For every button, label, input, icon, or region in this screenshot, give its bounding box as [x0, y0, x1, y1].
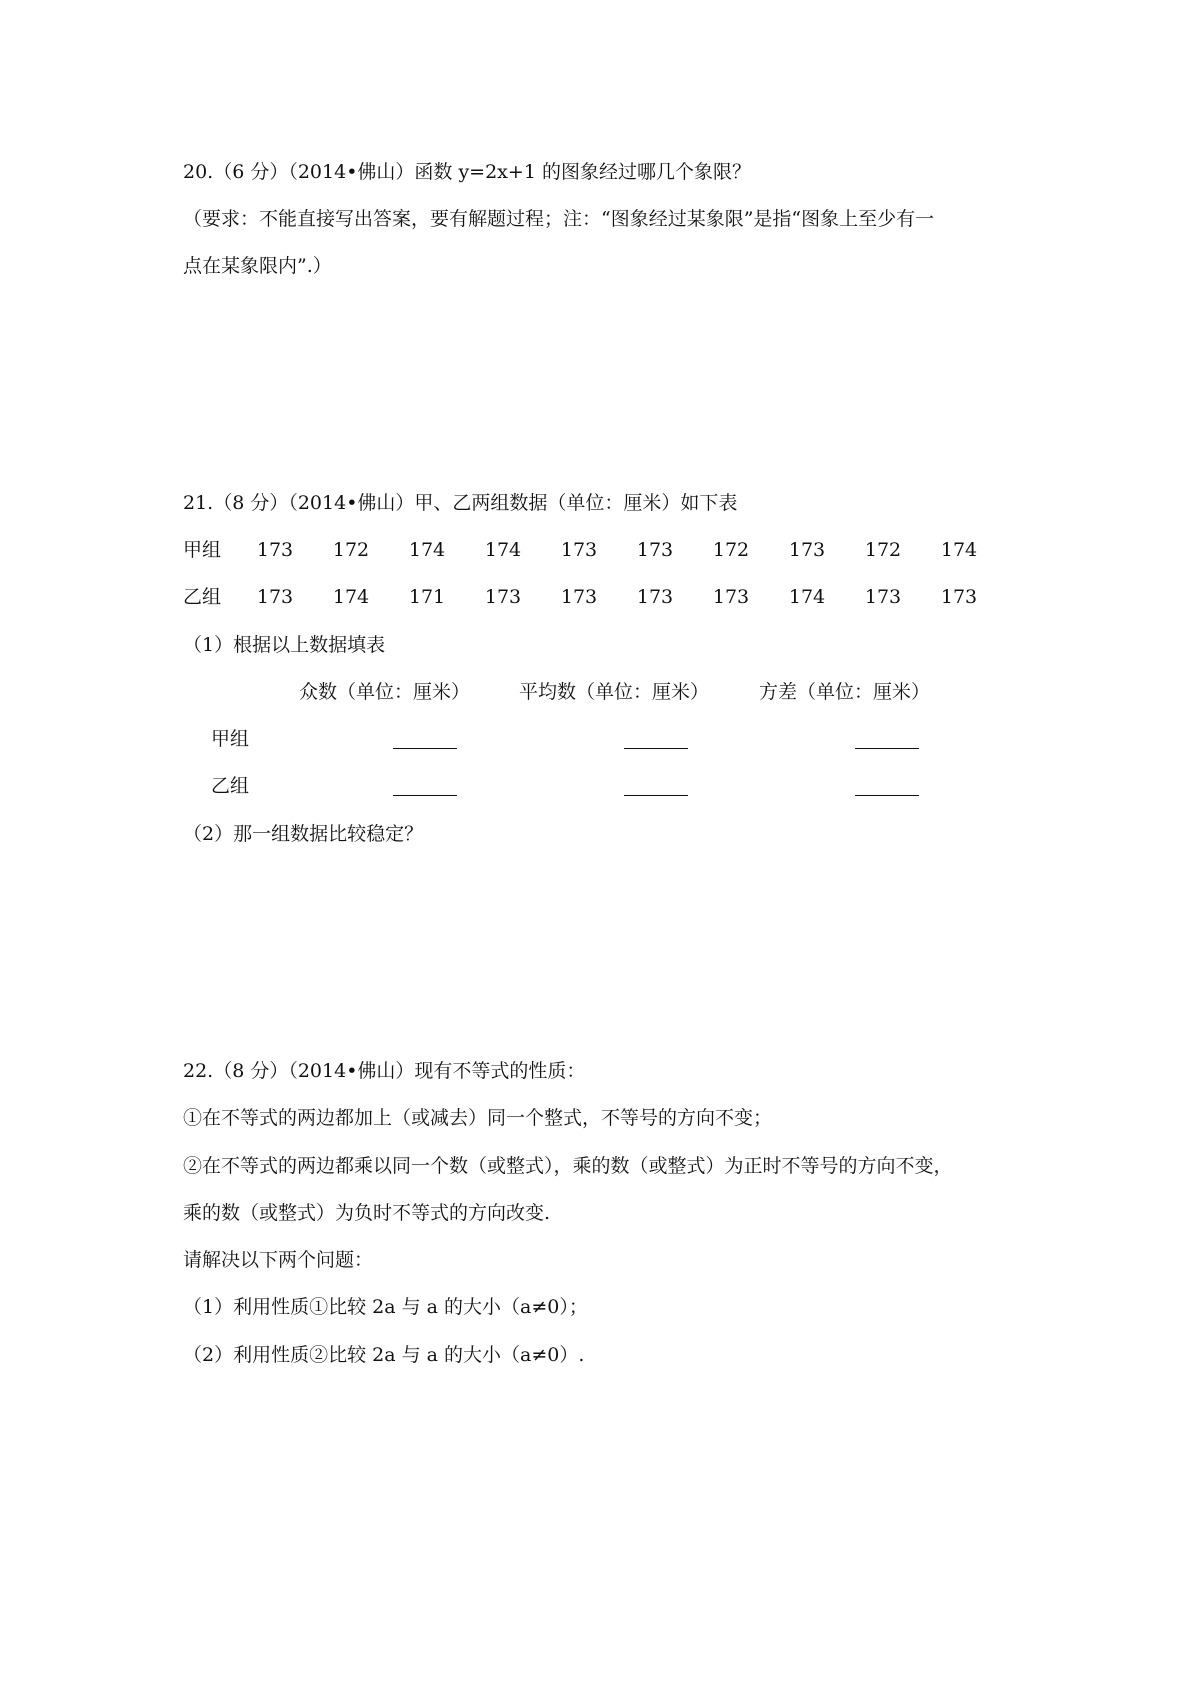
q21-part1: （1）根据以上数据填表: [183, 634, 386, 656]
group-b-value: 174: [788, 586, 826, 608]
group-b-label: 乙组: [183, 586, 222, 608]
group-b-value: 173: [484, 586, 522, 608]
q22-title: 22.（8 分）（2014•佛山）现有不等式的性质：: [183, 1060, 586, 1082]
fill-table-header: [183, 680, 983, 704]
q22-part2: （2）利用性质②比较 2a 与 a 的大小（a≠0）.: [183, 1344, 585, 1366]
fill-row-group-a: [183, 727, 983, 751]
q22-part1: （1）利用性质①比较 2a 与 a 的大小（a≠0）；: [183, 1296, 588, 1318]
group-a-value: 173: [636, 539, 674, 561]
answer-blank[interactable]: [855, 794, 919, 796]
answer-blank[interactable]: [393, 747, 457, 749]
fill-row-group-b: [183, 774, 983, 798]
q20-requirement-line2: 点在某象限内”.）: [183, 255, 332, 277]
group-b-value: 173: [864, 586, 902, 608]
q20-requirement-line1: （要求：不能直接写出答案，要有解题过程；注：“图象经过某象限”是指“图象上至少有一: [183, 208, 935, 230]
fill-row-label: 甲组: [211, 728, 250, 750]
group-a-value: 174: [484, 539, 522, 561]
group-a-label: 甲组: [183, 539, 222, 561]
group-a-value: 174: [408, 539, 446, 561]
group-a-value: 172: [712, 539, 750, 561]
fill-row-label: 乙组: [211, 775, 250, 797]
q21-title: 21.（8 分）（2014•佛山）甲、乙两组数据（单位：厘米）如下表: [183, 492, 738, 514]
answer-blank[interactable]: [393, 794, 457, 796]
group-a-value: 172: [864, 539, 902, 561]
fill-header-mean: 平均数（单位：厘米）: [519, 681, 710, 703]
q20-title: 20.（6 分）（2014•佛山）函数 y=2x+1 的图象经过哪几个象限？: [183, 161, 751, 183]
group-b-value: 173: [256, 586, 294, 608]
group-b-value: 174: [332, 586, 370, 608]
fill-header-variance: 方差（单位：厘米）: [759, 681, 931, 703]
q22-prop1: ①在不等式的两边都加上（或减去）同一个整式，不等号的方向不变；: [183, 1107, 773, 1129]
group-b-value: 173: [940, 586, 978, 608]
answer-blank[interactable]: [624, 747, 688, 749]
answer-blank[interactable]: [624, 794, 688, 796]
group-b-value: 173: [560, 586, 598, 608]
group-a-value: 173: [256, 539, 294, 561]
group-a-value: 172: [332, 539, 370, 561]
q22-prop2-line1: ②在不等式的两边都乘以同一个数（或整式），乘的数（或整式）为正时不等号的方向不变，: [183, 1155, 953, 1177]
group-a-value: 173: [788, 539, 826, 561]
q21-part2: （2）那一组数据比较稳定？: [183, 823, 424, 845]
fill-header-mode: 众数（单位：厘米）: [299, 681, 471, 703]
q22-instruction: 请解决以下两个问题：: [183, 1249, 374, 1271]
answer-blank[interactable]: [855, 747, 919, 749]
group-a-value: 174: [940, 539, 978, 561]
group-b-value: 171: [408, 586, 446, 608]
group-b-row: [183, 585, 983, 609]
group-b-value: 173: [636, 586, 674, 608]
group-b-value: 173: [712, 586, 750, 608]
group-a-value: 173: [560, 539, 598, 561]
q22-prop2-line2: 乘的数（或整式）为负时不等式的方向改变.: [183, 1202, 551, 1224]
group-a-row: [183, 538, 983, 562]
